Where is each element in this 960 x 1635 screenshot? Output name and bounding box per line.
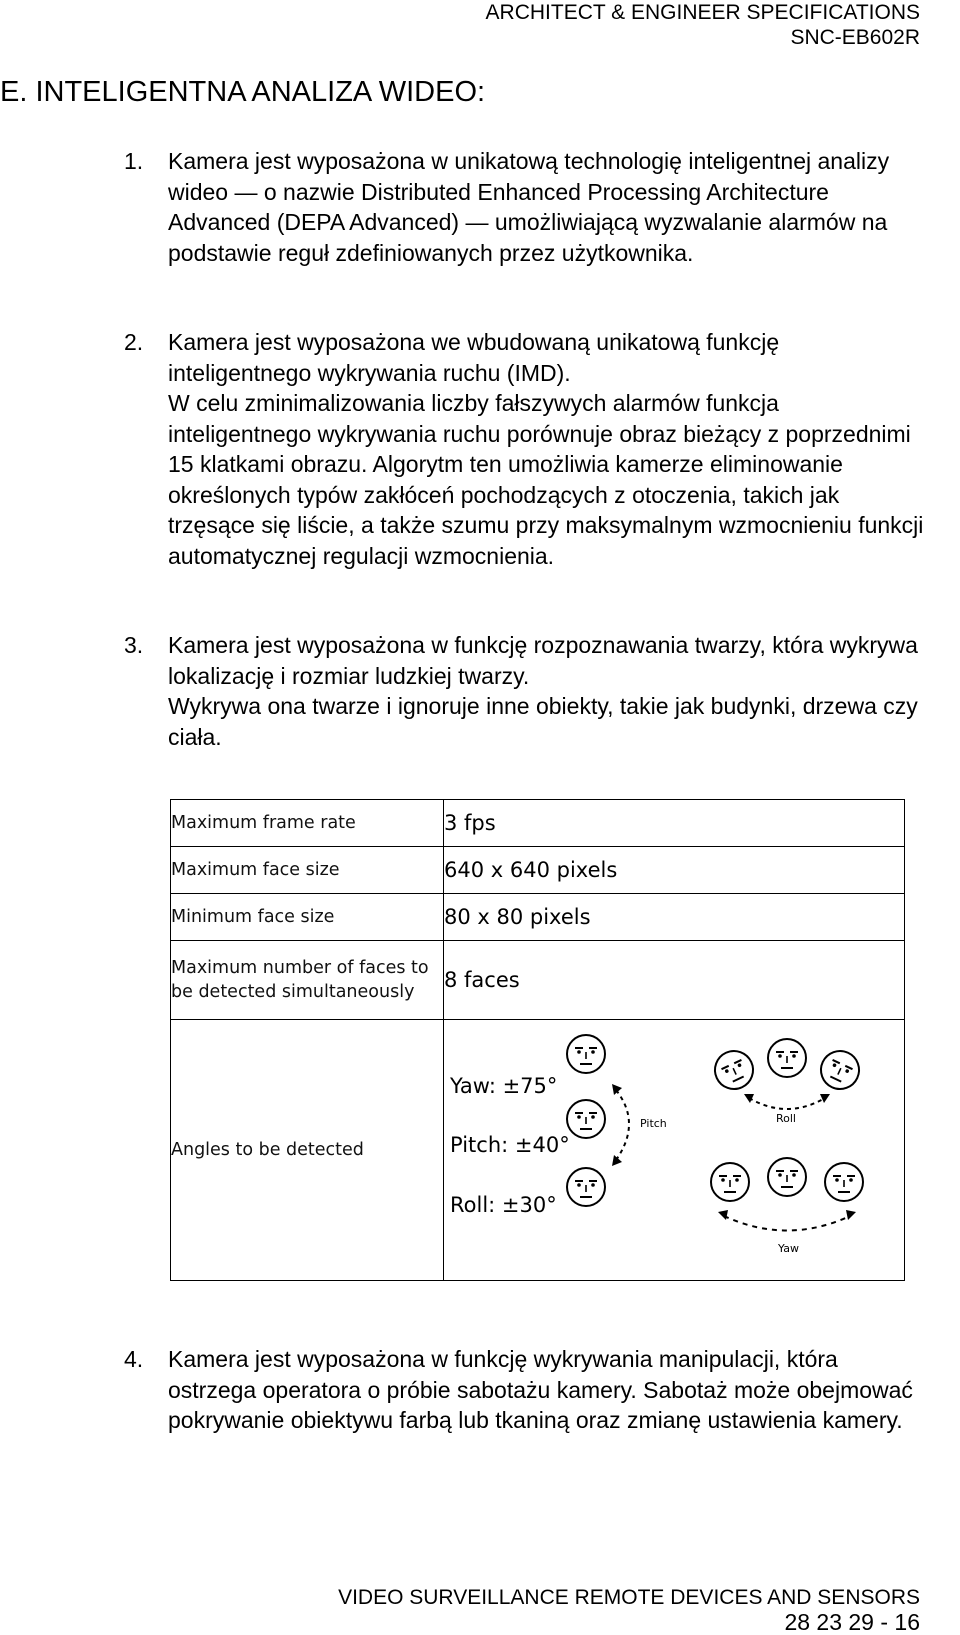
angles-cell	[444, 1020, 905, 1281]
item-number: 3.	[124, 632, 144, 658]
list-item	[124, 630, 928, 752]
pitch-range: Pitch: ±40°	[450, 1133, 570, 1157]
spec-label: Maximum frame rate	[171, 800, 444, 847]
item-number: 1.	[124, 148, 144, 174]
spec-label: Maximum number of faces to be detected simultaneously	[171, 941, 444, 1020]
section-title: E. INTELIGENTNA ANALIZA WIDEO:	[0, 76, 486, 108]
footer-title: VIDEO SURVEILLANCE REMOTE DEVICES AND SENSORS	[338, 1586, 920, 1609]
face-icon	[768, 1039, 806, 1077]
table-row	[171, 800, 905, 847]
header-title: ARCHITECT & ENGINEER SPECIFICATIONS	[485, 1, 920, 24]
spec-value: 8 faces	[444, 941, 905, 1020]
yaw-diagram-label: Yaw	[778, 1242, 799, 1255]
spec-value: 3 fps	[444, 800, 905, 847]
roll-arc	[749, 1098, 825, 1109]
face-icon	[768, 1158, 806, 1196]
face-icon	[567, 1100, 605, 1138]
spec-label: Angles to be detected	[171, 1020, 444, 1281]
arrow-icon	[718, 1210, 728, 1220]
list-item	[124, 327, 928, 571]
item-text: Kamera jest wyposażona we wbudowaną unikatową funkcję inteligentnego wykrywania ruchu (IMD).	[168, 329, 780, 386]
table-row	[171, 1020, 905, 1281]
item-number: 2.	[124, 329, 144, 355]
item-text: Kamera jest wyposażona w funkcję wykrywania manipulacji, która ostrzega operatora o próbie sabotażu kamery. Sabotaż może obejmować pokrywanie obiektywu farbą lub tkaniną oraz zmianę ustawienia kamery.	[168, 1346, 913, 1433]
arrow-icon	[612, 1155, 622, 1166]
face-icon	[567, 1168, 605, 1206]
item-text: W celu zminimalizowania liczby fałszywych alarmów funkcja inteligentnego wykrywania ruchu porównuje obraz bieżący z poprzednimi 15 klatkami obrazu. Algorytm ten umożliwia kamerze eliminowanie określonych typów zakłóceń pochodzących z otoczenia, takich jak trzęsące się liście, a także szumu przy maksymalnym wzmocnieniu funkcji automatycznej regulacji wzmocnienia.	[168, 390, 924, 569]
table-row	[171, 894, 905, 941]
face-angle-diagram	[444, 1020, 901, 1280]
item-number: 4.	[124, 1346, 144, 1372]
arrow-icon	[846, 1210, 856, 1220]
item-text: Kamera jest wyposażona w funkcję rozpoznawania twarzy, która wykrywa lokalizację i rozmiar ludzkiej twarzy.	[168, 632, 918, 689]
roll-diagram-label: Roll	[776, 1112, 796, 1125]
item-text: Wykrywa ona twarze i ignoruje inne obiekty, takie jak budynki, drzewa czy ciała.	[168, 693, 918, 750]
yaw-arc	[724, 1216, 850, 1231]
arrow-icon	[612, 1084, 622, 1095]
face-detection-spec-table	[170, 799, 905, 1281]
arrow-icon	[820, 1094, 830, 1103]
page-number: 28 23 29 - 16	[784, 1609, 920, 1635]
spec-value: 640 x 640 pixels	[444, 847, 905, 894]
list-item	[124, 1344, 928, 1436]
spec-label: Maximum face size	[171, 847, 444, 894]
spec-label: Minimum face size	[171, 894, 444, 941]
page-header	[486, 0, 920, 50]
pitch-arc	[616, 1090, 629, 1160]
page-footer	[338, 1585, 920, 1635]
list-item	[124, 146, 928, 268]
item-text: Kamera jest wyposażona w unikatową technologię inteligentnej analizy wideo — o nazwie Distributed Enhanced Processing Architecture Advanced (DEPA Advanced) — umożliwiającą wyzwalanie alarmów na podstawie reguł zdefiniowanych przez użytkownika.	[168, 148, 890, 266]
yaw-range: Yaw: ±75°	[450, 1074, 558, 1098]
table-row	[171, 941, 905, 1020]
face-icon	[567, 1035, 605, 1073]
header-model: SNC-EB602R	[790, 26, 920, 49]
face-icon	[825, 1163, 863, 1201]
roll-range: Roll: ±30°	[450, 1193, 557, 1217]
face-icon	[709, 1045, 759, 1095]
face-icon	[815, 1045, 865, 1095]
face-icon	[711, 1163, 749, 1201]
arrow-icon	[744, 1094, 754, 1103]
spec-value: 80 x 80 pixels	[444, 894, 905, 941]
table-row	[171, 847, 905, 894]
pitch-diagram-label: Pitch	[640, 1117, 667, 1130]
